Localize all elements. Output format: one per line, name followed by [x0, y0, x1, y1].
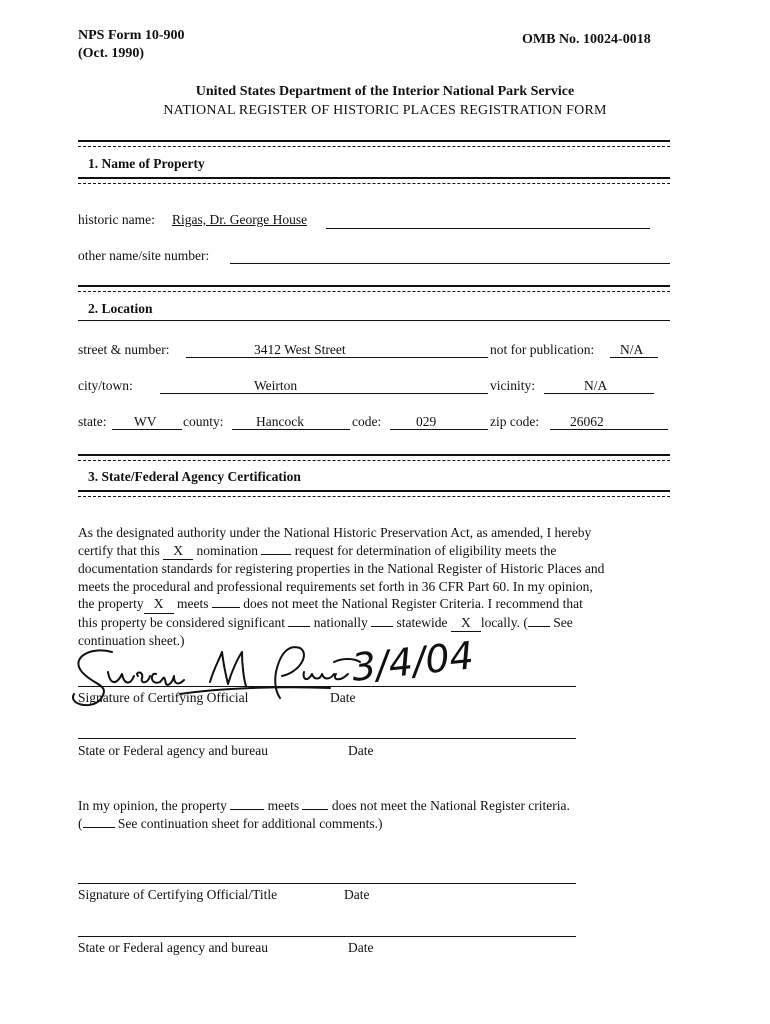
- street-value: 3412 West Street: [254, 342, 346, 357]
- agency-line: [78, 738, 576, 739]
- signature-date: 3/4/04: [349, 633, 476, 690]
- vicinity-value: N/A: [584, 378, 608, 393]
- request-checkbox[interactable]: [261, 554, 291, 555]
- agency2-line: [78, 936, 576, 937]
- signature2-line: [78, 883, 576, 884]
- agency2-date-label: Date: [348, 940, 374, 955]
- code-field[interactable]: [390, 429, 488, 430]
- city-value: Weirton: [254, 378, 298, 393]
- signature2-label: Signature of Certifying Official/Title: [78, 887, 278, 902]
- section3-heading: 3. State/Federal Agency Certification: [88, 469, 301, 484]
- city-label: city/town:: [78, 378, 133, 393]
- signature-label: Signature of Certifying Official: [78, 690, 249, 705]
- opinion-line-2: ( See continuation sheet for additional comments.): [78, 816, 383, 831]
- signature2-date-label: Date: [344, 887, 370, 902]
- signature-stroke: [275, 672, 280, 698]
- zip-label: zip code:: [490, 414, 540, 429]
- code-label: code:: [352, 414, 382, 429]
- statewide-checkbox[interactable]: [371, 626, 393, 627]
- section1-heading: 1. Name of Property: [88, 156, 205, 171]
- agency-date-label: Date: [348, 743, 374, 758]
- county-label: county:: [183, 414, 224, 429]
- opinion-does-not-meet-checkbox[interactable]: [302, 809, 328, 810]
- cert-line-3: documentation standards for registering properties in the National Register of Historic Places and: [78, 561, 605, 576]
- cert-line-1: As the designated authority under the National Historic Preservation Act, as amended, I hereby: [78, 525, 592, 540]
- nationally-checkbox[interactable]: [288, 626, 310, 627]
- historic-name-label: historic name:: [78, 212, 155, 227]
- continuation-checkbox[interactable]: [528, 626, 550, 627]
- signature-stroke: [108, 672, 134, 683]
- opinion-line-1: In my opinion, the property meets does not meet the National Register criteria.: [78, 798, 570, 813]
- section-divider: [78, 454, 670, 461]
- meets-checkbox[interactable]: X: [144, 595, 174, 614]
- section2-heading: 2. Location: [88, 301, 153, 316]
- date-label: Date: [330, 690, 356, 705]
- zip-field[interactable]: [550, 429, 668, 430]
- zip-value: 26062: [570, 414, 604, 429]
- section-rule: [78, 320, 670, 321]
- opinion-meets-checkbox[interactable]: [230, 809, 264, 810]
- form-title: NATIONAL REGISTER OF HISTORIC PLACES REGISTRATION FORM: [163, 103, 607, 118]
- county-value: Hancock: [256, 414, 304, 429]
- cert-line-7: continuation sheet.): [78, 633, 185, 648]
- vicinity-label: vicinity:: [490, 378, 535, 393]
- opinion-continuation-checkbox[interactable]: [83, 827, 115, 828]
- cert-line-5: the property X meets does not meet the National Register Criteria. I recommend that: [78, 595, 678, 614]
- state-label: state:: [78, 414, 107, 429]
- street-label: street & number:: [78, 342, 170, 357]
- signature-line: [78, 686, 576, 687]
- other-name-label: other name/site number:: [78, 248, 210, 263]
- not-for-publication-value: N/A: [620, 342, 644, 357]
- cert-line-4: meets the procedural and professional requirements set forth in 36 CFR Part 60. In my opinion,: [78, 578, 593, 594]
- form-date: (Oct. 1990): [78, 46, 145, 61]
- omb-number: OMB No. 10024-0018: [522, 32, 651, 47]
- section-divider: [78, 285, 670, 292]
- agency-title: United States Department of the Interior National Park Service: [195, 84, 575, 99]
- signature-stroke: [210, 652, 246, 686]
- field-underline: [326, 228, 650, 229]
- agency-label: State or Federal agency and bureau: [78, 743, 269, 758]
- section-divider: [78, 177, 670, 184]
- cert-line-6: this property be considered significant nationally statewide X locally. ( See: [78, 614, 678, 633]
- other-name-field[interactable]: [230, 263, 670, 264]
- nomination-checkbox[interactable]: X: [163, 542, 193, 561]
- locally-checkbox[interactable]: X: [451, 614, 481, 633]
- does-not-meet-checkbox[interactable]: [212, 607, 240, 608]
- signature-stroke: [304, 672, 334, 679]
- section-divider: [78, 140, 670, 147]
- city-field[interactable]: [160, 393, 488, 394]
- agency2-label: State or Federal agency and bureau: [78, 940, 269, 955]
- signature-stroke: [335, 674, 348, 679]
- signature-stroke: [276, 647, 304, 676]
- section-divider: [78, 490, 670, 497]
- code-value: 029: [416, 414, 437, 429]
- signature-stroke: [137, 673, 150, 683]
- cert-line-2: certify that this X nomination request for determination of eligibility meets the: [78, 542, 678, 561]
- not-for-publication-label: not for publication:: [490, 342, 595, 357]
- signature-stroke: [152, 674, 184, 685]
- form-number: NPS Form 10-900: [78, 28, 185, 43]
- state-value: WV: [134, 414, 157, 429]
- historic-name-value[interactable]: Rigas, Dr. George House: [172, 212, 308, 227]
